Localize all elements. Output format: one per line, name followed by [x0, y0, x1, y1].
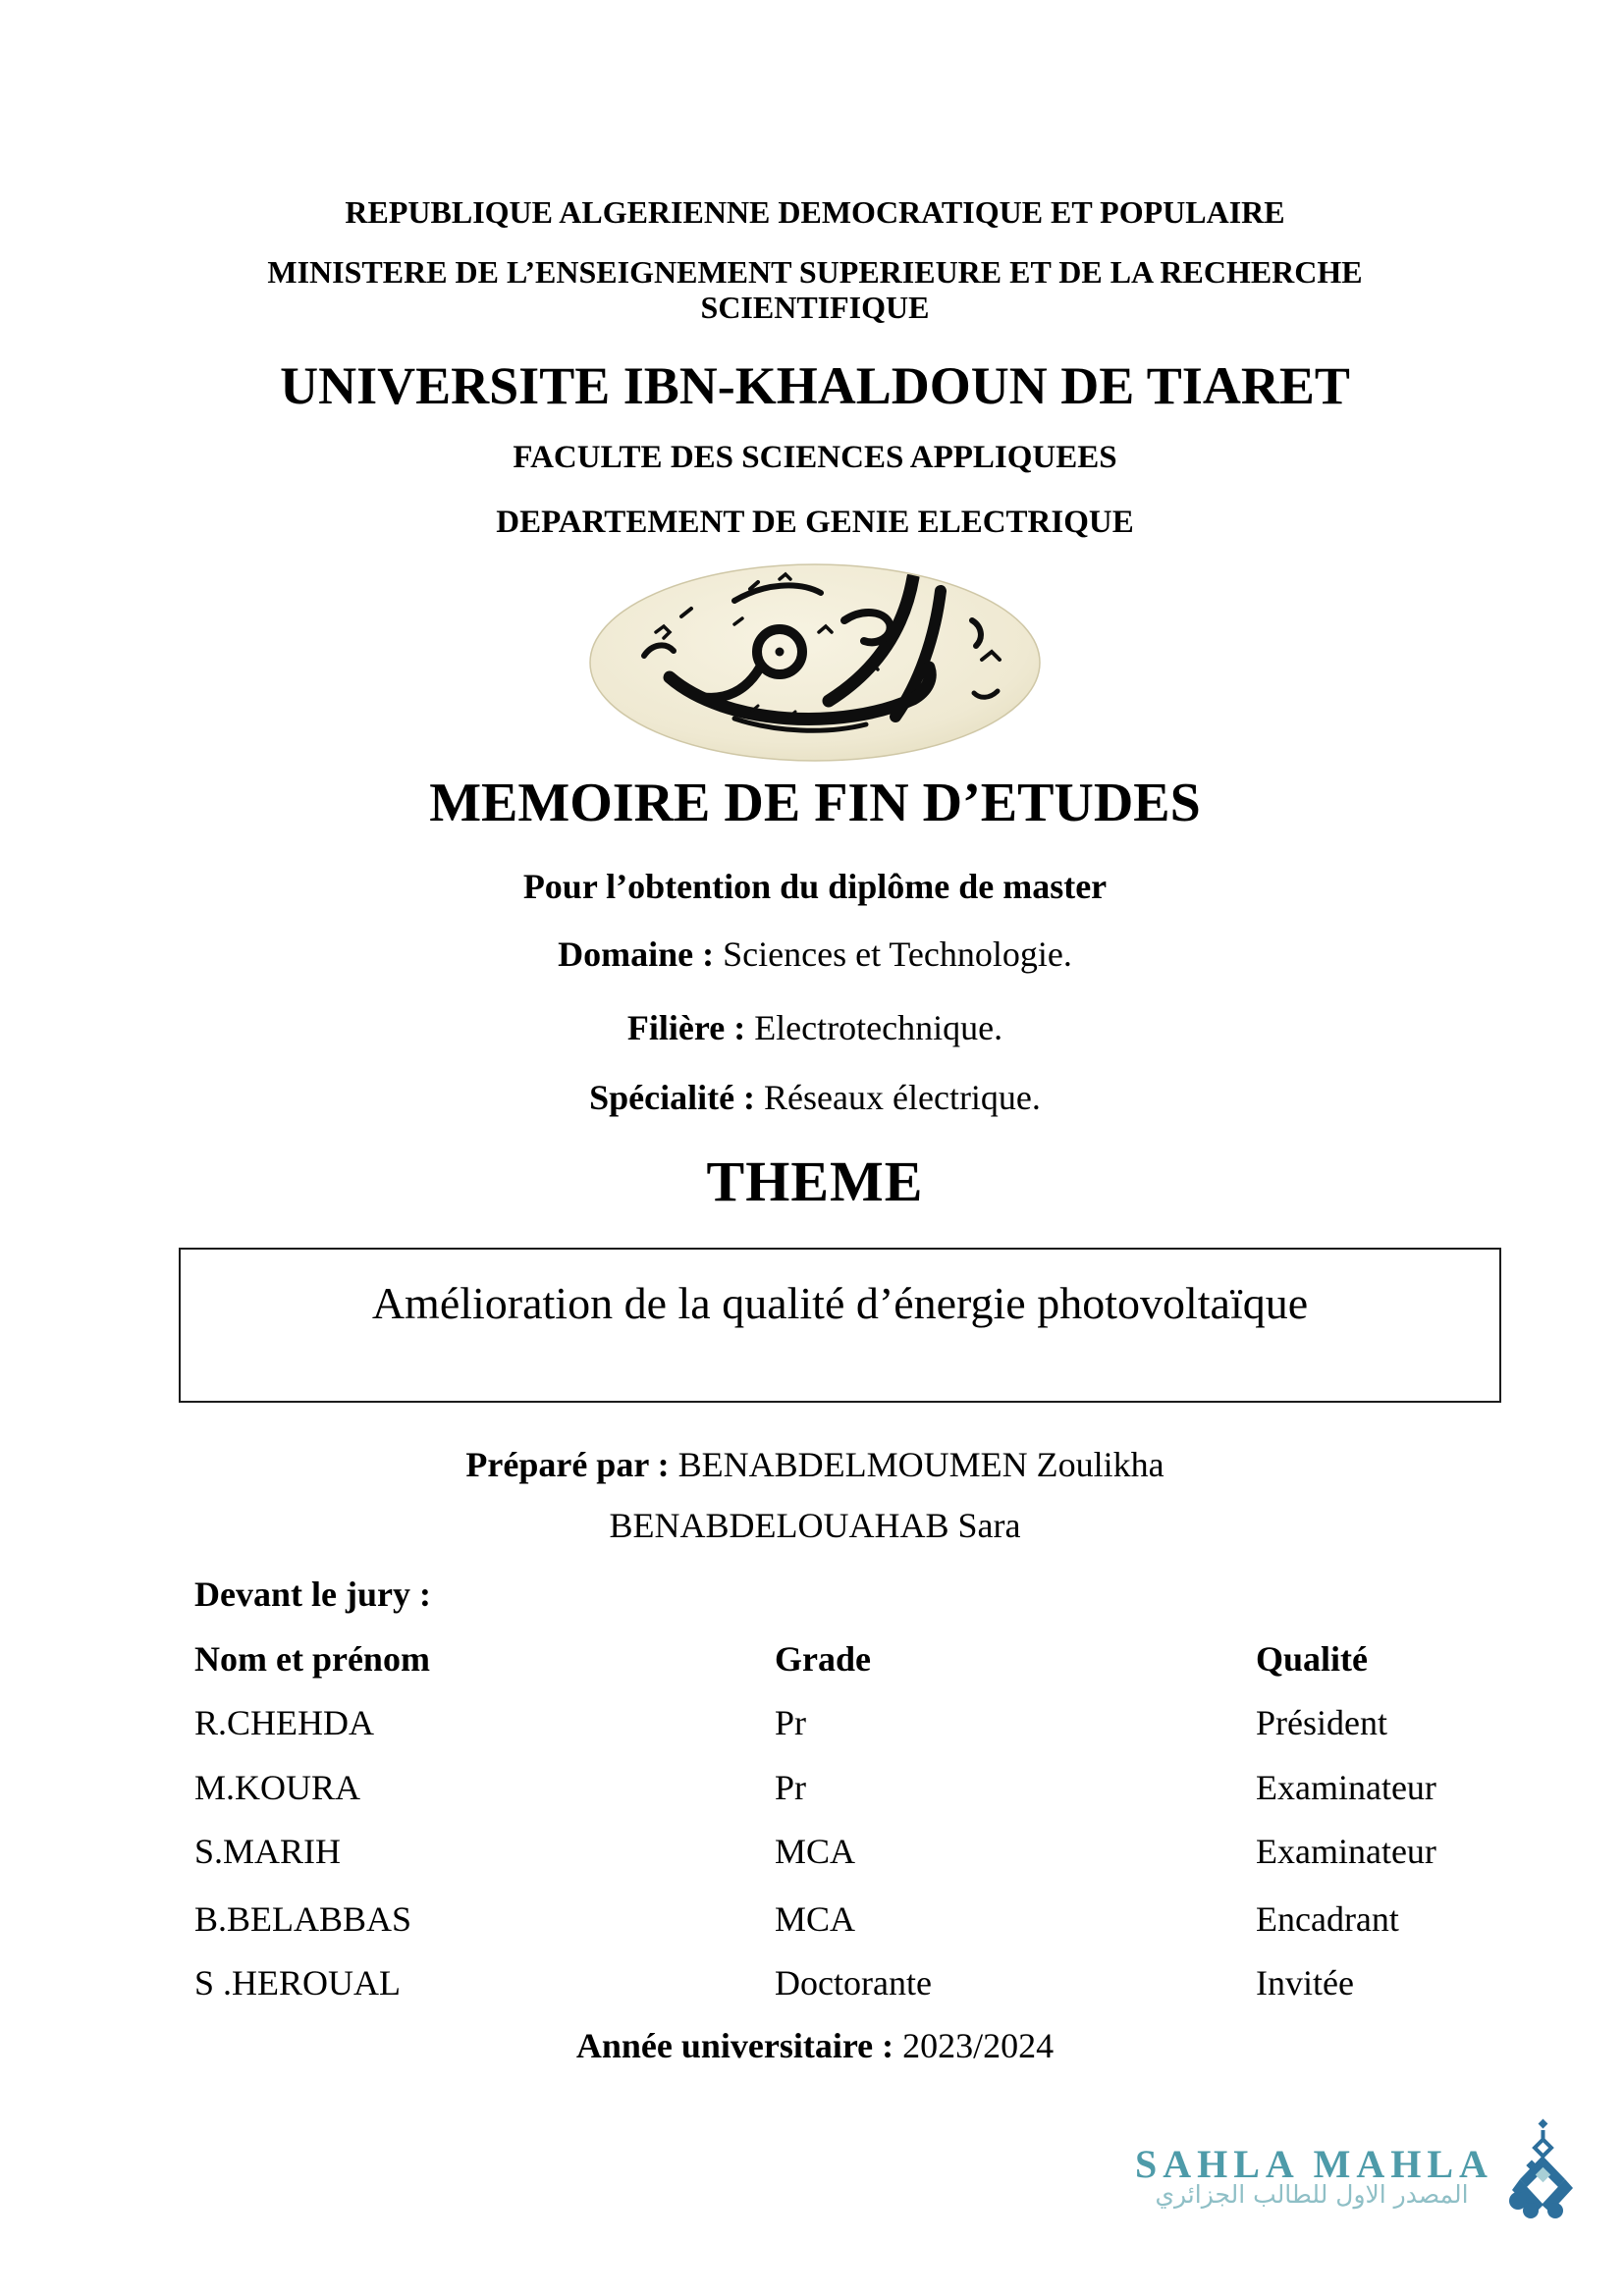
- watermark-logo-icon: [1504, 2118, 1581, 2220]
- watermark-brand-text: SAHLA MAHLA: [1135, 2142, 1493, 2186]
- memoire-title: MEMOIRE DE FIN D’ETUDES: [429, 773, 1201, 833]
- theme-title: Amélioration de la qualité d’énergie photovoltaïque: [371, 1278, 1309, 1328]
- memoire-subtitle: Pour l’obtention du diplôme de master: [522, 867, 1108, 906]
- jury-member-name: S.MARIH: [194, 1832, 342, 1871]
- jury-member-grade: MCA: [775, 1832, 856, 1871]
- author-1: BENABDELMOUMEN Zoulikha: [677, 1445, 1164, 1484]
- specialite-value: Réseaux électrique.: [764, 1078, 1041, 1117]
- jury-member-grade: Doctorante: [775, 1963, 932, 2002]
- academic-year-line: [88, 2027, 1542, 2064]
- jury-row: [194, 1898, 1540, 1942]
- jury-row: [194, 1767, 1540, 1810]
- prepared-by-line: [88, 1446, 1542, 1483]
- jury-member-name: B.BELABBAS: [194, 1899, 412, 1939]
- academic-year-label: Année universitaire :: [575, 2026, 894, 2065]
- jury-member-quality: Encadrant: [1256, 1899, 1399, 1939]
- jury-member-quality: Examinateur: [1256, 1768, 1436, 1807]
- jury-col-name: Nom et prénom: [194, 1639, 430, 1679]
- university-title: UNIVERSITE IBN-KHALDOUN DE TIARET: [280, 356, 1350, 415]
- ministry-line-2: SCIENTIFIQUE: [700, 290, 930, 325]
- domain-label: Domaine :: [558, 934, 715, 974]
- jury-member-quality: Examinateur: [1256, 1832, 1436, 1871]
- faculty-line: FACULTE DES SCIENCES APPLIQUEES: [513, 440, 1117, 475]
- ibn-khaldoun-seal-image: [587, 561, 1043, 764]
- jury-member-name: S .HEROUAL: [194, 1963, 402, 2002]
- specialite-line: [88, 1079, 1542, 1116]
- jury-member-name: R.CHEHDA: [194, 1703, 375, 1742]
- domain-line: [88, 935, 1542, 973]
- department-line: DEPARTEMENT DE GENIE ELECTRIQUE: [496, 505, 1134, 540]
- specialite-label: Spécialité :: [589, 1078, 756, 1117]
- theme-heading: THEME: [706, 1149, 924, 1213]
- jury-row: [194, 1702, 1540, 1745]
- university-seal-logo: [587, 561, 1043, 764]
- jury-member-quality: Invitée: [1256, 1963, 1354, 2002]
- jury-member-quality: Président: [1256, 1703, 1387, 1742]
- author-2: BENABDELOUAHAB Sara: [609, 1506, 1021, 1545]
- jury-member-grade: MCA: [775, 1899, 856, 1939]
- watermark-tagline-arabic: المصدر الاول للطالب الجزائري: [1155, 2180, 1469, 2209]
- jury-member-grade: Pr: [775, 1768, 807, 1807]
- jury-row: [194, 1962, 1540, 2005]
- prepared-by-label: Préparé par :: [465, 1445, 670, 1484]
- jury-member-grade: Pr: [775, 1703, 807, 1742]
- filiere-value: Electrotechnique.: [754, 1008, 1003, 1047]
- theme-box: [179, 1248, 1501, 1403]
- jury-header-row: [194, 1638, 1540, 1682]
- republic-line: REPUBLIQUE ALGERIENNE DEMOCRATIQUE ET POPULAIRE: [345, 194, 1285, 230]
- jury-heading: Devant le jury :: [194, 1575, 431, 1614]
- filiere-line: [88, 1009, 1542, 1046]
- jury-member-name: M.KOURA: [194, 1768, 361, 1807]
- filiere-label: Filière :: [626, 1008, 746, 1047]
- jury-row: [194, 1831, 1540, 1874]
- ministry-line-1: MINISTERE DE L’ENSEIGNEMENT SUPERIEURE ET DE LA RECHERCHE: [267, 254, 1363, 290]
- jury-col-grade: Grade: [775, 1639, 871, 1679]
- domain-value: Sciences et Technologie.: [723, 934, 1072, 974]
- jury-col-quality: Qualité: [1256, 1639, 1368, 1679]
- academic-year-value: 2023/2024: [902, 2026, 1055, 2065]
